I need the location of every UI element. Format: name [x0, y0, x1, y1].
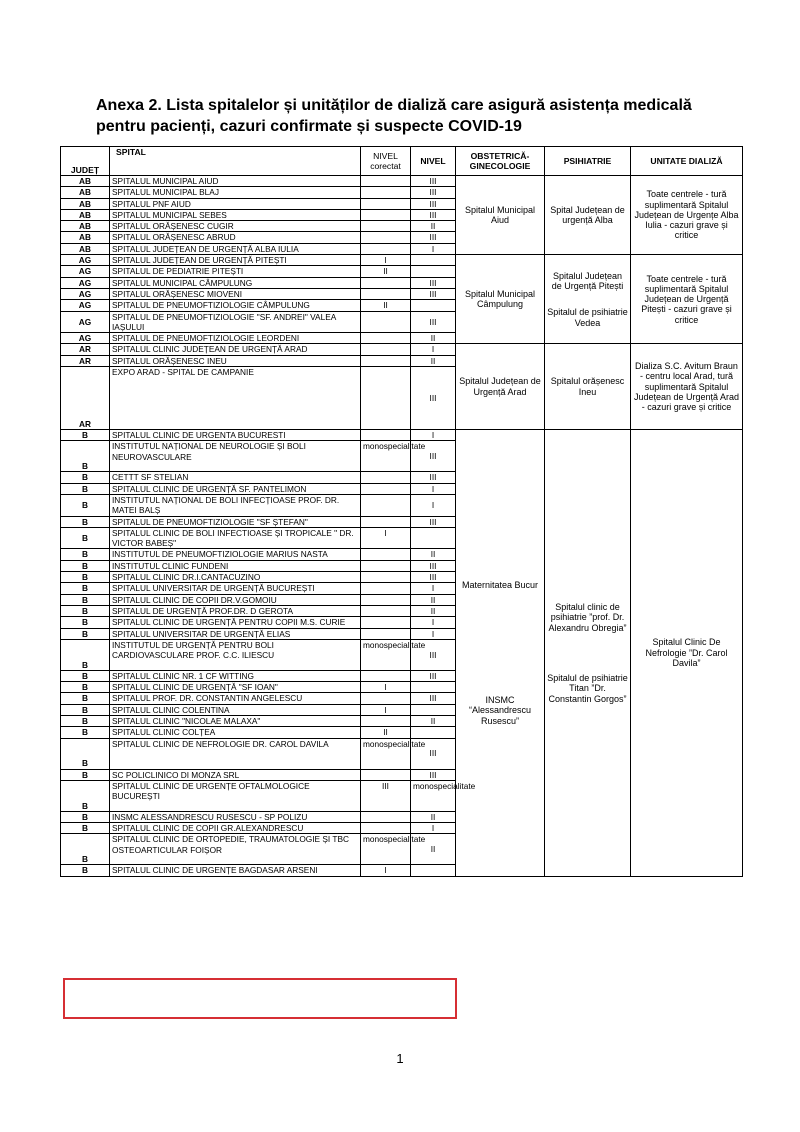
judet-cell: B: [61, 738, 110, 769]
nivel-corectat-cell: [361, 198, 411, 209]
judet-cell: B: [61, 727, 110, 738]
nivel-corectat-cell: I: [361, 865, 411, 876]
nivel-cell: III: [411, 639, 456, 670]
nivel-corectat-cell: II: [361, 300, 411, 311]
nivel-corectat-cell: I: [361, 527, 411, 549]
spital-cell: SPITALUL MUNICIPAL AIUD: [110, 176, 361, 187]
header-spital: SPITAL: [110, 147, 361, 176]
nivel-corectat-cell: [361, 693, 411, 704]
judet-cell: B: [61, 670, 110, 681]
judet-cell: B: [61, 594, 110, 605]
nivel-corectat-cell: [361, 209, 411, 220]
nivel-cell: III: [411, 176, 456, 187]
psihiatrie-b-line-1: Spitalul clinic de psihiatrie ”prof. Dr. Alexandru Obregia”: [548, 602, 627, 633]
judet-cell: B: [61, 639, 110, 670]
spital-cell: SPITALUL MUNICIPAL BLAJ: [110, 187, 361, 198]
nivel-corectat-cell: II: [361, 727, 411, 738]
spital-cell: SPITALUL CLINIC DE BOLI INFECTIOASE ȘI TROPICALE " DR. VICTOR BABEȘ": [110, 527, 361, 549]
spital-cell: SPITALUL DE PNEUMOFTIZIOLOGIE CÂMPULUNG: [110, 300, 361, 311]
nivel-corectat-cell: II: [361, 266, 411, 277]
nivel-corectat-cell: [361, 583, 411, 594]
nivel-cell: III: [411, 288, 456, 299]
spital-cell: INSMC ALESSANDRESCU RUSESCU - SP POLIZU: [110, 811, 361, 822]
nivel-cell: III: [411, 441, 456, 472]
spital-cell: SPITALUL UNIVERSITAR DE URGENȚĂ ELIAS: [110, 628, 361, 639]
judet-cell: AR: [61, 367, 110, 430]
nivel-cell: II: [411, 811, 456, 822]
nivel-corectat-cell: [361, 277, 411, 288]
spital-cell: SPITALUL CLINIC DE URGENȚĂ "SF IOAN": [110, 682, 361, 693]
nivel-cell: II: [411, 355, 456, 366]
judet-cell: B: [61, 441, 110, 472]
judet-cell: B: [61, 693, 110, 704]
nivel-cell: III: [411, 472, 456, 483]
judet-cell: AG: [61, 288, 110, 299]
nivel-cell: II: [411, 333, 456, 344]
nivel-cell: III: [411, 560, 456, 571]
spital-cell: SC POLICLINICO DI MONZA SRL: [110, 769, 361, 780]
nivel-cell: [411, 865, 456, 876]
nivel-cell: III: [411, 693, 456, 704]
judet-cell: B: [61, 834, 110, 865]
spital-cell: SPITALUL UNIVERSITAR DE URGENȚĂ BUCUREȘTI: [110, 583, 361, 594]
page-number: 1: [396, 1051, 404, 1066]
nivel-cell: II: [411, 715, 456, 726]
nivel-cell: II: [411, 834, 456, 865]
judet-cell: AG: [61, 311, 110, 333]
nivel-cell: I: [411, 583, 456, 594]
spital-cell: SPITALUL ORĂȘENESC INEU: [110, 355, 361, 366]
nivel-corectat-cell: [361, 494, 411, 516]
spital-cell: INSTITUTUL NAȚIONAL DE NEUROLOGIE ȘI BOLI NEUROVASCULARE: [110, 441, 361, 472]
nivel-corectat-cell: [361, 670, 411, 681]
judet-cell: B: [61, 494, 110, 516]
psihiatrie-b: [545, 430, 631, 877]
obstetrica-b: [456, 430, 545, 877]
judet-cell: B: [61, 605, 110, 616]
psihiatrie-ab: Spital Județean de urgență Alba: [545, 176, 631, 255]
psihiatrie-ag-line-1: Spitalul Județean de Urgență Pitești: [551, 270, 624, 291]
header-psihiatrie: PSIHIATRIE: [545, 147, 631, 176]
nivel-corectat-cell: monospecialitate: [361, 738, 411, 769]
judet-cell: B: [61, 769, 110, 780]
spital-cell: SPITALUL JUDEȚEAN DE URGENȚĂ ALBA IULIA: [110, 243, 361, 254]
nivel-cell: III: [411, 769, 456, 780]
table-header-row: [61, 147, 743, 176]
psihiatrie-ar: Spitalul orășenesc Ineu: [545, 344, 631, 430]
spital-cell: EXPO ARAD - SPITAL DE CAMPANIE: [110, 367, 361, 430]
nivel-corectat-cell: [361, 628, 411, 639]
nivel-corectat-cell: [361, 572, 411, 583]
judet-cell: B: [61, 715, 110, 726]
nivel-cell: [411, 255, 456, 266]
spital-cell: SPITALUL CLINIC DE URGENTA BUCURESTI: [110, 430, 361, 441]
nivel-cell: I: [411, 628, 456, 639]
judet-cell: AR: [61, 355, 110, 366]
nivel-corectat-cell: [361, 243, 411, 254]
spital-cell: SPITALUL CLINIC DE URGENȚĂ SF. PANTELIMON: [110, 483, 361, 494]
judet-cell: AB: [61, 187, 110, 198]
nivel-corectat-cell: [361, 232, 411, 243]
nivel-corectat-cell: [361, 311, 411, 333]
nivel-corectat-cell: [361, 430, 411, 441]
nivel-cell: III: [411, 516, 456, 527]
nivel-cell: III: [411, 367, 456, 430]
nivel-corectat-cell: monospecialitate: [361, 441, 411, 472]
nivel-cell: III: [411, 738, 456, 769]
nivel-cell: III: [411, 670, 456, 681]
nivel-corectat-cell: [361, 715, 411, 726]
nivel-cell: III: [411, 232, 456, 243]
nivel-cell: II: [411, 221, 456, 232]
judet-cell: B: [61, 572, 110, 583]
nivel-corectat-cell: monospecialitate: [361, 639, 411, 670]
obstetrica-b-line-1: Maternitatea Bucur: [461, 579, 539, 590]
nivel-cell: III: [411, 277, 456, 288]
judet-cell: AG: [61, 333, 110, 344]
nivel-corectat-cell: [361, 221, 411, 232]
spital-cell: SPITALUL CLINIC COLENTINA: [110, 704, 361, 715]
nivel-corectat-cell: I: [361, 255, 411, 266]
table-row: [61, 430, 743, 441]
spital-cell: SPITALUL CLINIC "NICOLAE MALAXA": [110, 715, 361, 726]
judet-cell: AG: [61, 300, 110, 311]
spital-cell: SPITALUL CLINIC DE COPII DR.V.GOMOIU: [110, 594, 361, 605]
nivel-corectat-cell: [361, 811, 411, 822]
spital-cell: SPITALUL DE PEDIATRIE PITEȘTI: [110, 266, 361, 277]
judet-cell: AG: [61, 277, 110, 288]
spital-cell: INSTITUTUL DE PNEUMOFTIZIOLOGIE MARIUS NASTA: [110, 549, 361, 560]
nivel-cell: I: [411, 430, 456, 441]
judet-cell: B: [61, 516, 110, 527]
spital-cell: SPITALUL DE URGENȚĂ PROF.DR. D GEROTA: [110, 605, 361, 616]
nivel-corectat-cell: I: [361, 682, 411, 693]
header-nivel: NIVEL: [411, 147, 456, 176]
obstetrica-ab: Spitalul Municipal Aiud: [456, 176, 545, 255]
nivel-corectat-cell: [361, 483, 411, 494]
obstetrica-ar: Spitalul Județean de Urgență Arad: [456, 344, 545, 430]
spital-cell: SPITALUL CLINIC DE NEFROLOGIE DR. CAROL DAVILA: [110, 738, 361, 769]
nivel-corectat-cell: [361, 333, 411, 344]
nivel-corectat-cell: [361, 472, 411, 483]
nivel-corectat-cell: [361, 187, 411, 198]
judet-cell: B: [61, 628, 110, 639]
spital-cell: SPITALUL PROF. DR. CONSTANTIN ANGELESCU: [110, 693, 361, 704]
nivel-cell: [411, 704, 456, 715]
dializa-b: Spitalul Clinic De Nefrologie ”Dr. Carol Davila”: [631, 430, 743, 877]
judet-cell: B: [61, 560, 110, 571]
spital-cell: SPITALUL CLINIC DE URGENȚĂ PENTRU COPII M.S. CURIE: [110, 617, 361, 628]
header-nivel-corectat: NIVEL corectat: [361, 147, 411, 176]
psihiatrie-ag-line-2: Spitalul de psihiatrie Vedea: [547, 307, 628, 328]
judet-cell: B: [61, 472, 110, 483]
header-judet: JUDEȚ: [61, 147, 110, 176]
nivel-cell: [411, 300, 456, 311]
nivel-cell: III: [411, 572, 456, 583]
spital-cell: SPITALUL ORĂȘENESC CUGIR: [110, 221, 361, 232]
nivel-cell: I: [411, 494, 456, 516]
spital-cell: SPITALUL MUNICIPAL CÂMPULUNG: [110, 277, 361, 288]
nivel-cell: monospecialitate: [411, 780, 456, 811]
judet-cell: AB: [61, 198, 110, 209]
judet-cell: B: [61, 549, 110, 560]
document-title: Anexa 2. Lista spitalelor și unităților de dializă care asigură asistența medicală pentru pacienți, cazuri confirmate și suspecte COVID-19: [96, 97, 692, 135]
dializa-ar: Dializa S.C. Avitum Braun - centru local Arad, tură suplimentară Spitalul Județean de Urgență Arad - cazuri grave și critice: [631, 344, 743, 430]
nivel-corectat-cell: [361, 288, 411, 299]
nivel-cell: [411, 682, 456, 693]
obstetrica-b-line-2: INSMC “Alessandrescu Rusescu”: [468, 695, 532, 726]
nivel-cell: III: [411, 187, 456, 198]
hospital-table: [60, 146, 743, 877]
dializa-ab: Toate centrele - tură suplimentară Spitalul Județean de Urgențe Alba Iulia - cazuri grave și critice: [631, 176, 743, 255]
judet-cell: B: [61, 811, 110, 822]
nivel-cell: [411, 527, 456, 549]
spital-cell: SPITALUL DE PNEUMOFTIZIOLOGIE LEORDENI: [110, 333, 361, 344]
spital-cell: SPITALUL PNF AIUD: [110, 198, 361, 209]
nivel-corectat-cell: [361, 516, 411, 527]
nivel-corectat-cell: [361, 823, 411, 834]
nivel-cell: I: [411, 823, 456, 834]
spital-cell: SPITALUL CLINIC JUDEȚEAN DE URGENȚĂ ARAD: [110, 344, 361, 355]
judet-cell: B: [61, 483, 110, 494]
judet-cell: B: [61, 527, 110, 549]
table-row: [61, 176, 743, 187]
judet-cell: AG: [61, 255, 110, 266]
nivel-cell: II: [411, 594, 456, 605]
obstetrica-ag: Spitalul Municipal Câmpulung: [456, 255, 545, 344]
spital-cell: SPITALUL DE PNEUMOFTIZIOLOGIE "SF. ANDREI" VALEA IAȘULUI: [110, 311, 361, 333]
judet-cell: B: [61, 823, 110, 834]
psihiatrie-ag: [545, 255, 631, 344]
judet-cell: AB: [61, 176, 110, 187]
nivel-cell: III: [411, 198, 456, 209]
dializa-ag: Toate centrele - tură suplimentară Spitalul Județean de Urgență Pitești - cazuri grave și critice: [631, 255, 743, 344]
judet-cell: B: [61, 865, 110, 876]
nivel-cell: I: [411, 617, 456, 628]
spital-cell: SPITALUL CLINIC DE URGENȚE OFTALMOLOGICE BUCUREȘTI: [110, 780, 361, 811]
spital-cell: SPITALUL CLINIC COLȚEA: [110, 727, 361, 738]
highlight-box: [63, 978, 457, 1019]
judet-cell: B: [61, 682, 110, 693]
nivel-corectat-cell: [361, 344, 411, 355]
judet-cell: B: [61, 617, 110, 628]
header-obstetrica: OBSTETRICĂ-GINECOLOGIE: [456, 147, 545, 176]
judet-cell: AB: [61, 232, 110, 243]
judet-cell: B: [61, 430, 110, 441]
nivel-corectat-cell: [361, 176, 411, 187]
spital-cell: SPITALUL ORĂȘENESC ABRUD: [110, 232, 361, 243]
spital-cell: SPITALUL CLINIC DE ORTOPEDIE, TRAUMATOLOGIE ȘI TBC OSTEOARTICULAR FOIȘOR: [110, 834, 361, 865]
spital-cell: SPITALUL MUNICIPAL SEBES: [110, 209, 361, 220]
spital-cell: SPITALUL JUDEȚEAN DE URGENȚĂ PITEȘTI: [110, 255, 361, 266]
spital-cell: INSTITUTUL NAȚIONAL DE BOLI INFECȚIOASE PROF. DR. MATEI BALȘ: [110, 494, 361, 516]
spital-cell: CETTT SF STELIAN: [110, 472, 361, 483]
nivel-cell: I: [411, 483, 456, 494]
nivel-corectat-cell: [361, 355, 411, 366]
nivel-corectat-cell: [361, 594, 411, 605]
judet-cell: B: [61, 583, 110, 594]
nivel-corectat-cell: [361, 560, 411, 571]
spital-cell: SPITALUL CLINIC DR.I.CANTACUZINO: [110, 572, 361, 583]
table-row: [61, 255, 743, 266]
header-dializa: UNITATE DIALIZĂ: [631, 147, 743, 176]
judet-cell: AG: [61, 266, 110, 277]
judet-cell: AB: [61, 209, 110, 220]
nivel-cell: III: [411, 311, 456, 333]
nivel-corectat-cell: [361, 769, 411, 780]
judet-cell: B: [61, 780, 110, 811]
nivel-cell: II: [411, 605, 456, 616]
nivel-corectat-cell: III: [361, 780, 411, 811]
nivel-cell: I: [411, 344, 456, 355]
nivel-corectat-cell: I: [361, 704, 411, 715]
nivel-corectat-cell: [361, 367, 411, 430]
nivel-cell: I: [411, 243, 456, 254]
nivel-corectat-cell: [361, 549, 411, 560]
judet-cell: AR: [61, 344, 110, 355]
table-row: [61, 344, 743, 355]
judet-cell: B: [61, 704, 110, 715]
spital-cell: SPITALUL CLINIC DE URGENȚE BAGDASAR ARSENI: [110, 865, 361, 876]
spital-cell: SPITALUL CLINIC NR. 1 CF WITTING: [110, 670, 361, 681]
judet-cell: AB: [61, 243, 110, 254]
spital-cell: SPITALUL ORĂȘENESC MIOVENI: [110, 288, 361, 299]
psihiatrie-b-line-2: Spitalul de psihiatrie Titan ”Dr. Constantin Gorgos”: [547, 672, 628, 704]
spital-cell: INSTITUTUL CLINIC FUNDENI: [110, 560, 361, 571]
nivel-corectat-cell: monospecialitate: [361, 834, 411, 865]
nivel-corectat-cell: [361, 605, 411, 616]
nivel-cell: [411, 266, 456, 277]
nivel-corectat-cell: [361, 617, 411, 628]
nivel-cell: III: [411, 209, 456, 220]
nivel-cell: II: [411, 549, 456, 560]
judet-cell: AB: [61, 221, 110, 232]
nivel-cell: [411, 727, 456, 738]
spital-cell: INSTITUTUL DE URGENȚĂ PENTRU BOLI CARDIOVASCULARE PROF. C.C. ILIESCU: [110, 639, 361, 670]
spital-cell: SPITALUL DE PNEUMOFTIZIOLOGIE "SF ȘTEFAN": [110, 516, 361, 527]
spital-cell: SPITALUL CLINIC DE COPII GR.ALEXANDRESCU: [110, 823, 361, 834]
